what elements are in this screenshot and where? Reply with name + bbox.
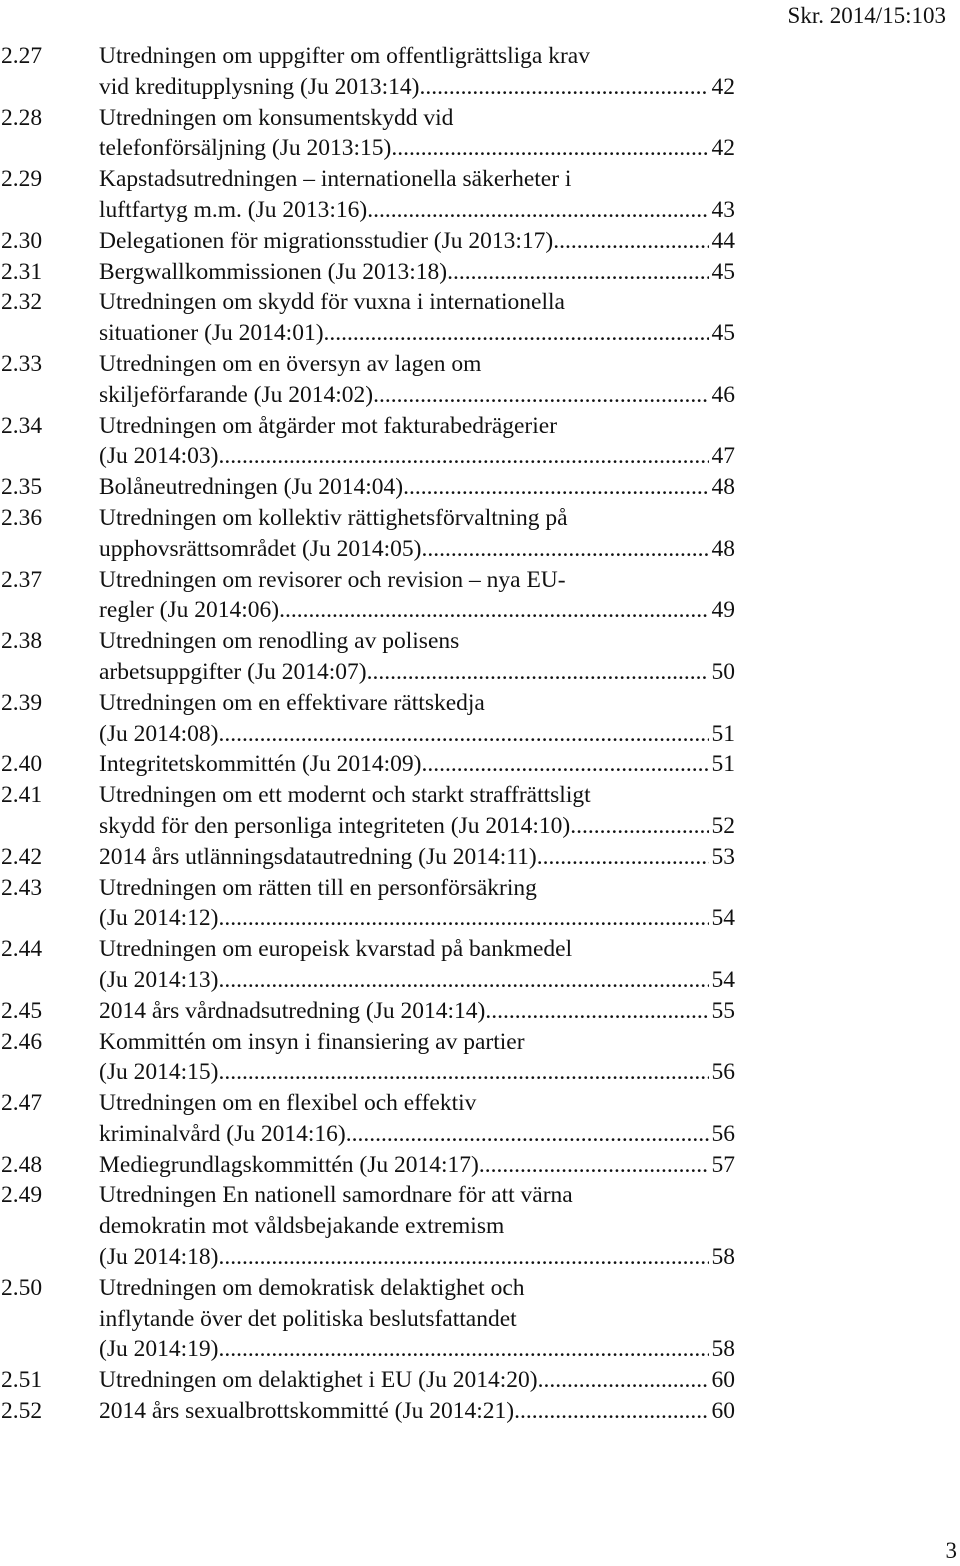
toc-entry-page: 49 — [711, 597, 735, 624]
toc-entry[interactable] — [1, 1150, 735, 1181]
toc-entry[interactable] — [1, 688, 735, 750]
toc-entry-page: 60 — [711, 1398, 735, 1425]
toc-entry-page: 51 — [711, 751, 735, 778]
toc-entry-line — [1, 1211, 735, 1242]
table-of-contents — [1, 41, 735, 1427]
toc-entry-title: 2014 års utlänningsdatautredning (Ju 2014:11) — [99, 843, 537, 870]
toc-entry-title: Delegationen för migrationsstudier (Ju 2013:17) — [99, 227, 554, 254]
dot-leader — [570, 811, 708, 842]
toc-entry-page: 43 — [711, 196, 735, 223]
toc-entry-title: upphovsrättsområdet (Ju 2014:05) — [99, 535, 422, 562]
dot-leader — [537, 842, 709, 873]
toc-entry-line — [1, 226, 735, 257]
toc-entry-page: 56 — [711, 1059, 735, 1086]
dot-leader — [218, 903, 708, 934]
toc-entry-line — [1, 72, 735, 103]
toc-entry-line — [1, 595, 735, 626]
dot-leader — [485, 996, 708, 1027]
toc-entry-number: 2.30 — [1, 227, 43, 254]
toc-entry-title: Integritetskommittén (Ju 2014:09) — [99, 751, 422, 778]
toc-entry-title: Utredningen om konsumentskydd vid — [99, 104, 454, 131]
toc-entry[interactable] — [1, 873, 735, 935]
toc-entry[interactable] — [1, 1273, 735, 1365]
toc-entry-title: Utredningen om ett modernt och starkt straffrättsligt — [99, 782, 591, 809]
toc-entry[interactable] — [1, 1180, 735, 1272]
toc-entry-line — [1, 411, 735, 442]
toc-entry-line — [1, 719, 735, 750]
toc-entry-page: 54 — [711, 905, 735, 932]
toc-entry-title: telefonförsäljning (Ju 2013:15) — [99, 135, 392, 162]
toc-entry-number: 2.42 — [1, 843, 43, 870]
toc-entry-page: 56 — [711, 1120, 735, 1147]
toc-entry[interactable] — [1, 1396, 735, 1427]
toc-entry-title: Utredningen om en översyn av lagen om — [99, 350, 482, 377]
dot-leader — [553, 226, 708, 257]
toc-entry-number: 2.35 — [1, 474, 43, 501]
toc-entry-number: 2.47 — [1, 1090, 43, 1117]
toc-entry-line — [1, 164, 735, 195]
toc-entry-title: Bergwallkommissionen (Ju 2013:18) — [99, 258, 448, 285]
toc-entry-line — [1, 103, 735, 134]
toc-entry-title: (Ju 2014:08) — [99, 720, 219, 747]
toc-entry-line — [1, 380, 735, 411]
toc-entry-title: Utredningen om kollektiv rättighetsförvaltning på — [99, 504, 568, 531]
toc-entry[interactable] — [1, 1027, 735, 1089]
toc-entry-number: 2.44 — [1, 936, 43, 963]
toc-entry-line — [1, 472, 735, 503]
toc-entry-title: regler (Ju 2014:06) — [99, 597, 280, 624]
toc-entry-title: Bolåneutredningen (Ju 2014:04) — [99, 474, 404, 501]
dot-leader — [218, 965, 708, 996]
dot-leader — [421, 749, 708, 780]
toc-entry-page: 45 — [711, 258, 735, 285]
toc-entry[interactable] — [1, 626, 735, 688]
toc-entry-title: situationer (Ju 2014:01) — [99, 320, 324, 347]
toc-entry-line — [1, 749, 735, 780]
toc-entry-page: 42 — [711, 135, 735, 162]
toc-entry[interactable] — [1, 1365, 735, 1396]
toc-entry-title: kriminalvård (Ju 2014:16) — [99, 1120, 346, 1147]
toc-entry-number: 2.33 — [1, 350, 43, 377]
dot-leader — [218, 1334, 708, 1365]
toc-entry[interactable] — [1, 103, 735, 165]
toc-entry-page: 52 — [711, 812, 735, 839]
document-reference: Skr. 2014/15:103 — [787, 3, 946, 28]
toc-entry-title: (Ju 2014:15) — [99, 1059, 219, 1086]
toc-entry-number: 2.34 — [1, 412, 43, 439]
page-number: 3 — [945, 1538, 957, 1563]
toc-entry-number: 2.31 — [1, 258, 43, 285]
toc-entry-line — [1, 873, 735, 904]
toc-entry-line — [1, 565, 735, 596]
toc-entry-number: 2.38 — [1, 628, 43, 655]
toc-entry-page: 47 — [711, 443, 735, 470]
toc-entry-title: Kommittén om insyn i finansiering av partier — [99, 1028, 525, 1055]
dot-leader — [421, 534, 708, 565]
toc-entry-title: demokratin mot våldsbejakande extremism — [99, 1213, 505, 1240]
toc-entry[interactable] — [1, 411, 735, 473]
toc-entry[interactable] — [1, 780, 735, 842]
toc-entry-page: 44 — [711, 227, 735, 254]
toc-entry-line — [1, 996, 735, 1027]
toc-entry-number: 2.52 — [1, 1398, 43, 1425]
toc-entry-line — [1, 257, 735, 288]
toc-entry-number: 2.46 — [1, 1028, 43, 1055]
toc-entry-page: 51 — [711, 720, 735, 747]
toc-entry-number: 2.49 — [1, 1182, 43, 1209]
toc-entry-page: 55 — [711, 997, 735, 1024]
dot-leader — [391, 133, 708, 164]
dot-leader — [538, 1365, 709, 1396]
toc-entry-number: 2.50 — [1, 1274, 43, 1301]
toc-entry-title: skiljeförfarande (Ju 2014:02) — [99, 381, 374, 408]
toc-entry-line — [1, 811, 735, 842]
toc-entry-page: 42 — [711, 73, 735, 100]
toc-entry-title: Utredningen om renodling av polisens — [99, 628, 460, 655]
toc-entry-page: 45 — [711, 320, 735, 347]
toc-entry[interactable] — [1, 1088, 735, 1150]
toc-entry-number: 2.39 — [1, 689, 43, 716]
toc-entry-title: Kapstadsutredningen – internationella säkerheter i — [99, 166, 572, 193]
toc-entry-line — [1, 657, 735, 688]
toc-entry-line — [1, 842, 735, 873]
toc-entry-line — [1, 1365, 735, 1396]
dot-leader — [367, 195, 708, 226]
toc-entry-line — [1, 965, 735, 996]
toc-entry[interactable] — [1, 565, 735, 627]
dot-leader — [420, 72, 709, 103]
toc-entry-page: 50 — [711, 658, 735, 685]
dot-leader — [346, 1119, 709, 1150]
toc-entry-page: 46 — [711, 381, 735, 408]
toc-entry[interactable] — [1, 934, 735, 996]
toc-entry-line — [1, 1027, 735, 1058]
toc-entry-line — [1, 195, 735, 226]
toc-entry-number: 2.43 — [1, 874, 43, 901]
toc-entry-title: 2014 års vårdnadsutredning (Ju 2014:14) — [99, 997, 486, 1024]
toc-entry[interactable] — [1, 749, 735, 780]
toc-entry-title: (Ju 2014:19) — [99, 1336, 219, 1363]
toc-entry-title: 2014 års sexualbrottskommitté (Ju 2014:21) — [99, 1398, 515, 1425]
toc-entry-line — [1, 318, 735, 349]
toc-entry-line — [1, 626, 735, 657]
toc-entry-line — [1, 1334, 735, 1365]
toc-entry-title: inflytande över det politiska beslutsfattandet — [99, 1305, 517, 1332]
toc-entry-page: 48 — [711, 474, 735, 501]
toc-entry-line — [1, 1396, 735, 1427]
toc-entry-number: 2.45 — [1, 997, 43, 1024]
toc-entry-number: 2.37 — [1, 566, 43, 593]
toc-entry-title: Utredningen om delaktighet i EU (Ju 2014:20) — [99, 1367, 538, 1394]
toc-entry-line — [1, 133, 735, 164]
toc-entry-line — [1, 780, 735, 811]
toc-entry-number: 2.36 — [1, 504, 43, 531]
toc-entry-title: Utredningen om en effektivare rättskedja — [99, 689, 485, 716]
dot-leader — [218, 719, 708, 750]
dot-leader — [479, 1150, 709, 1181]
toc-entry[interactable] — [1, 226, 735, 257]
toc-entry-page: 57 — [711, 1151, 735, 1178]
toc-entry-title: Utredningen om skydd för vuxna i internationella — [99, 289, 565, 316]
toc-entry-line — [1, 688, 735, 719]
toc-entry-title: Utredningen om rätten till en personförsäkring — [99, 874, 537, 901]
toc-entry-title: Mediegrundlagskommittén (Ju 2014:17) — [99, 1151, 479, 1178]
toc-entry-title: Utredningen om revisorer och revision – nya EU- — [99, 566, 566, 593]
toc-entry-number: 2.29 — [1, 166, 43, 193]
toc-entry-line — [1, 1304, 735, 1335]
toc-entry-title: (Ju 2014:13) — [99, 966, 219, 993]
dot-leader — [279, 595, 708, 626]
toc-entry[interactable] — [1, 287, 735, 349]
toc-entry-title: Utredningen om uppgifter om offentligrättsliga krav — [99, 43, 590, 69]
dot-leader — [373, 380, 708, 411]
toc-entry-line — [1, 534, 735, 565]
toc-entry-line — [1, 1242, 735, 1273]
dot-leader — [218, 1242, 708, 1273]
toc-entry[interactable] — [1, 349, 735, 411]
toc-entry-line — [1, 441, 735, 472]
toc-entry-page: 58 — [711, 1244, 735, 1271]
toc-entry-line — [1, 934, 735, 965]
toc-entry-line — [1, 1057, 735, 1088]
toc-entry-number: 2.51 — [1, 1367, 43, 1394]
toc-entry-line — [1, 287, 735, 318]
toc-entry-title: Utredningen om europeisk kvarstad på bankmedel — [99, 936, 573, 963]
toc-entry-line — [1, 503, 735, 534]
toc-entry-page: 54 — [711, 966, 735, 993]
toc-entry-title: Utredningen om demokratisk delaktighet och — [99, 1274, 525, 1301]
toc-entry-title: luftfartyg m.m. (Ju 2013:16) — [99, 196, 368, 223]
dot-leader — [218, 441, 708, 472]
dot-leader — [324, 318, 709, 349]
toc-entry[interactable] — [1, 164, 735, 226]
toc-entry-page: 48 — [711, 535, 735, 562]
toc-entry-line — [1, 1180, 735, 1211]
toc-entry-title: skydd för den personliga integriteten (Ju 2014:10) — [99, 812, 571, 839]
dot-leader — [367, 657, 709, 688]
toc-entry-number: 2.28 — [1, 104, 43, 131]
toc-entry-title: vid kreditupplysning (Ju 2013:14) — [99, 73, 420, 100]
toc-entry-page: 58 — [711, 1336, 735, 1363]
toc-entry-title: (Ju 2014:18) — [99, 1244, 219, 1271]
toc-entry-number: 2.48 — [1, 1151, 43, 1178]
toc-entry-page: 60 — [711, 1367, 735, 1394]
toc-entry-line — [1, 1088, 735, 1119]
dot-leader — [403, 472, 708, 503]
toc-entry[interactable] — [1, 257, 735, 288]
toc-entry-number: 2.27 — [1, 43, 43, 69]
toc-entry-title: Utredningen En nationell samordnare för att värna — [99, 1182, 573, 1209]
toc-entry-page: 53 — [711, 843, 735, 870]
toc-entry-line — [1, 903, 735, 934]
toc-entry-title: (Ju 2014:12) — [99, 905, 219, 932]
toc-entry-number: 2.32 — [1, 289, 43, 316]
toc-entry-line — [1, 1273, 735, 1304]
toc-entry[interactable] — [1, 472, 735, 503]
toc-entry[interactable] — [1, 996, 735, 1027]
toc-entry-title: arbetsuppgifter (Ju 2014:07) — [99, 658, 367, 685]
toc-entry-title: (Ju 2014:03) — [99, 443, 219, 470]
toc-entry-line — [1, 41, 735, 72]
toc-entry[interactable] — [1, 842, 735, 873]
toc-entry-number: 2.40 — [1, 751, 43, 778]
toc-entry[interactable] — [1, 41, 735, 103]
dot-leader — [218, 1057, 708, 1088]
dot-leader — [514, 1396, 708, 1427]
toc-entry-title: Utredningen om en flexibel och effektiv — [99, 1090, 477, 1117]
dot-leader — [447, 257, 708, 288]
toc-entry-line — [1, 1150, 735, 1181]
toc-entry-line — [1, 1119, 735, 1150]
toc-entry-title: Utredningen om åtgärder mot fakturabedrägerier — [99, 412, 558, 439]
toc-entry-line — [1, 349, 735, 380]
toc-entry-number: 2.41 — [1, 782, 43, 809]
toc-entry[interactable] — [1, 503, 735, 565]
